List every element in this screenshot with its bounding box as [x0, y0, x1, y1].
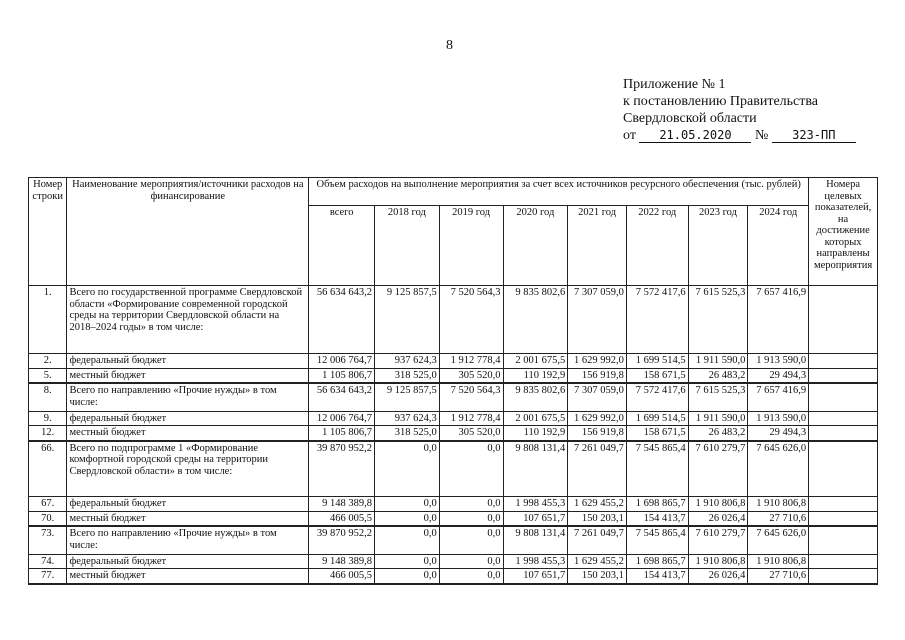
- value-cell: 26 026,4: [688, 511, 748, 526]
- header-year-2021: 2021 год: [568, 206, 627, 286]
- value-cell: 0,0: [439, 441, 503, 497]
- table-row: [29, 426, 878, 441]
- row-number-cell: 67.: [29, 497, 67, 512]
- table-row: [29, 497, 878, 512]
- decree-number: 323-ПП: [772, 128, 856, 143]
- value-cell: 7 657 416,9: [748, 383, 809, 411]
- value-cell: 9 808 131,4: [503, 526, 568, 554]
- value-cell: 1 998 455,3: [503, 497, 568, 512]
- value-cell: 39 870 952,2: [309, 526, 375, 554]
- value-cell: 1 629 455,2: [568, 497, 627, 512]
- header-year-2020: 2020 год: [503, 206, 568, 286]
- indicator-cell: [809, 569, 878, 584]
- table-row: [29, 526, 878, 554]
- value-cell: 26 026,4: [688, 569, 748, 584]
- value-cell: 1 910 806,8: [748, 554, 809, 569]
- row-number-cell: 9.: [29, 411, 67, 426]
- value-cell: 9 835 802,6: [503, 286, 568, 354]
- indicator-cell: [809, 411, 878, 426]
- value-cell: 158 671,5: [626, 368, 688, 383]
- row-name-cell: местный бюджет: [67, 569, 309, 584]
- value-cell: 1 699 514,5: [626, 354, 688, 369]
- value-cell: 1 910 806,8: [688, 554, 748, 569]
- value-cell: 937 624,3: [375, 411, 440, 426]
- value-cell: 7 307 059,0: [568, 383, 627, 411]
- value-cell: 7 645 626,0: [748, 526, 809, 554]
- date-prefix: от: [623, 128, 636, 143]
- value-cell: 1 105 806,7: [309, 426, 375, 441]
- value-cell: 7 261 049,7: [568, 526, 627, 554]
- appendix-line-decree: к постановлению Правительства: [623, 94, 819, 109]
- value-cell: 154 413,7: [626, 511, 688, 526]
- header-total: всего: [309, 206, 375, 286]
- value-cell: 466 005,5: [309, 569, 375, 584]
- header-row-number: Номер строки: [29, 178, 67, 286]
- table-row: [29, 441, 878, 497]
- value-cell: 9 125 857,5: [375, 383, 440, 411]
- header-volume: Объем расходов на выполнение мероприятия за счет всех источников ресурсного обеспечения (тыс. рублей): [309, 178, 809, 206]
- value-cell: 0,0: [375, 497, 440, 512]
- value-cell: 7 610 279,7: [688, 526, 748, 554]
- indicator-cell: [809, 368, 878, 383]
- value-cell: 0,0: [375, 569, 440, 584]
- indicator-cell: [809, 354, 878, 369]
- value-cell: 107 651,7: [503, 569, 568, 584]
- value-cell: 1 629 992,0: [568, 354, 627, 369]
- header-year-2019: 2019 год: [439, 206, 503, 286]
- table-row: [29, 569, 878, 584]
- value-cell: 1 913 590,0: [748, 411, 809, 426]
- value-cell: 0,0: [439, 511, 503, 526]
- header-year-2022: 2022 год: [626, 206, 688, 286]
- indicator-cell: [809, 383, 878, 411]
- value-cell: 1 105 806,7: [309, 368, 375, 383]
- appendix-line-region: Свердловской области: [623, 111, 757, 126]
- table-row: [29, 554, 878, 569]
- appendix-title: Приложение № 1: [623, 77, 726, 92]
- header-year-2024: 2024 год: [748, 206, 809, 286]
- value-cell: 1 699 514,5: [626, 411, 688, 426]
- value-cell: 305 520,0: [439, 368, 503, 383]
- value-cell: 7 520 564,3: [439, 286, 503, 354]
- row-number-cell: 66.: [29, 441, 67, 497]
- row-number-cell: 12.: [29, 426, 67, 441]
- value-cell: 26 483,2: [688, 426, 748, 441]
- row-name-cell: местный бюджет: [67, 368, 309, 383]
- table-body: [29, 286, 878, 584]
- header-indicators: Номера целевых показателей, на достижение которых направлены мероприятия: [809, 178, 878, 286]
- value-cell: 0,0: [439, 526, 503, 554]
- budget-table: [28, 177, 878, 585]
- value-cell: 7 572 417,6: [626, 286, 688, 354]
- value-cell: 27 710,6: [748, 569, 809, 584]
- value-cell: 318 525,0: [375, 426, 440, 441]
- row-number-cell: 5.: [29, 368, 67, 383]
- value-cell: 26 483,2: [688, 368, 748, 383]
- value-cell: 110 192,9: [503, 368, 568, 383]
- value-cell: 150 203,1: [568, 511, 627, 526]
- row-name-cell: местный бюджет: [67, 511, 309, 526]
- value-cell: 156 919,8: [568, 368, 627, 383]
- value-cell: 0,0: [439, 554, 503, 569]
- value-cell: 1 998 455,3: [503, 554, 568, 569]
- value-cell: 27 710,6: [748, 511, 809, 526]
- value-cell: 2 001 675,5: [503, 411, 568, 426]
- value-cell: 2 001 675,5: [503, 354, 568, 369]
- row-name-cell: Всего по подпрограмме 1 «Формирование комфортной городской среды на территории Свердловской области» в том числе:: [67, 441, 309, 497]
- value-cell: 29 494,3: [748, 368, 809, 383]
- value-cell: 9 148 389,8: [309, 554, 375, 569]
- value-cell: 305 520,0: [439, 426, 503, 441]
- value-cell: 1 913 590,0: [748, 354, 809, 369]
- value-cell: 7 657 416,9: [748, 286, 809, 354]
- number-prefix: №: [754, 128, 769, 143]
- value-cell: 158 671,5: [626, 426, 688, 441]
- row-name-cell: Всего по направлению «Прочие нужды» в том числе:: [67, 526, 309, 554]
- indicator-cell: [809, 497, 878, 512]
- row-name-cell: федеральный бюджет: [67, 497, 309, 512]
- table-row: [29, 354, 878, 369]
- row-name-cell: федеральный бюджет: [67, 354, 309, 369]
- header-year-2018: 2018 год: [375, 206, 440, 286]
- row-number-cell: 77.: [29, 569, 67, 584]
- value-cell: 0,0: [375, 526, 440, 554]
- value-cell: 12 006 764,7: [309, 354, 375, 369]
- value-cell: 7 645 626,0: [748, 441, 809, 497]
- value-cell: 318 525,0: [375, 368, 440, 383]
- value-cell: 937 624,3: [375, 354, 440, 369]
- header-name: Наименование мероприятия/источники расходов на финансирование: [67, 178, 309, 286]
- row-number-cell: 2.: [29, 354, 67, 369]
- value-cell: 7 307 059,0: [568, 286, 627, 354]
- value-cell: 9 148 389,8: [309, 497, 375, 512]
- value-cell: 150 203,1: [568, 569, 627, 584]
- value-cell: 7 545 865,4: [626, 441, 688, 497]
- row-name-cell: федеральный бюджет: [67, 554, 309, 569]
- value-cell: 1 910 806,8: [688, 497, 748, 512]
- row-name-cell: Всего по государственной программе Свердловской области «Формирование современной городской среды на территории Свердловской области на 2018–2024 годы» в том числе:: [67, 286, 309, 354]
- table-row: [29, 383, 878, 411]
- value-cell: 1 629 455,2: [568, 554, 627, 569]
- value-cell: 56 634 643,2: [309, 383, 375, 411]
- row-number-cell: 8.: [29, 383, 67, 411]
- value-cell: 1 629 992,0: [568, 411, 627, 426]
- value-cell: 7 615 525,3: [688, 383, 748, 411]
- row-number-cell: 70.: [29, 511, 67, 526]
- page-number: 8: [446, 38, 453, 53]
- row-number-cell: 1.: [29, 286, 67, 354]
- indicator-cell: [809, 426, 878, 441]
- indicator-cell: [809, 286, 878, 354]
- value-cell: 56 634 643,2: [309, 286, 375, 354]
- header-year-2023: 2023 год: [688, 206, 748, 286]
- value-cell: 0,0: [375, 511, 440, 526]
- value-cell: 7 545 865,4: [626, 526, 688, 554]
- value-cell: 0,0: [375, 554, 440, 569]
- value-cell: 156 919,8: [568, 426, 627, 441]
- value-cell: 1 698 865,7: [626, 497, 688, 512]
- appendix-date-number-line: [623, 127, 856, 144]
- value-cell: 107 651,7: [503, 511, 568, 526]
- value-cell: 7 261 049,7: [568, 441, 627, 497]
- row-name-cell: местный бюджет: [67, 426, 309, 441]
- value-cell: 9 125 857,5: [375, 286, 440, 354]
- value-cell: 0,0: [375, 441, 440, 497]
- value-cell: 7 572 417,6: [626, 383, 688, 411]
- value-cell: 7 615 525,3: [688, 286, 748, 354]
- value-cell: 9 808 131,4: [503, 441, 568, 497]
- table-row: [29, 286, 878, 354]
- value-cell: 7 610 279,7: [688, 441, 748, 497]
- indicator-cell: [809, 441, 878, 497]
- indicator-cell: [809, 554, 878, 569]
- value-cell: 9 835 802,6: [503, 383, 568, 411]
- value-cell: 0,0: [439, 497, 503, 512]
- indicator-cell: [809, 511, 878, 526]
- value-cell: 110 192,9: [503, 426, 568, 441]
- appendix-header: [623, 76, 856, 144]
- value-cell: 29 494,3: [748, 426, 809, 441]
- decree-date: 21.05.2020: [639, 128, 751, 143]
- table-row: [29, 411, 878, 426]
- table-row: [29, 368, 878, 383]
- value-cell: 0,0: [439, 569, 503, 584]
- value-cell: 12 006 764,7: [309, 411, 375, 426]
- row-name-cell: федеральный бюджет: [67, 411, 309, 426]
- value-cell: 466 005,5: [309, 511, 375, 526]
- value-cell: 7 520 564,3: [439, 383, 503, 411]
- value-cell: 1 912 778,4: [439, 411, 503, 426]
- row-name-cell: Всего по направлению «Прочие нужды» в том числе:: [67, 383, 309, 411]
- value-cell: 1 698 865,7: [626, 554, 688, 569]
- value-cell: 154 413,7: [626, 569, 688, 584]
- value-cell: 1 912 778,4: [439, 354, 503, 369]
- row-number-cell: 73.: [29, 526, 67, 554]
- value-cell: 1 911 590,0: [688, 354, 748, 369]
- value-cell: 1 910 806,8: [748, 497, 809, 512]
- value-cell: 39 870 952,2: [309, 441, 375, 497]
- indicator-cell: [809, 526, 878, 554]
- table-row: [29, 511, 878, 526]
- value-cell: 1 911 590,0: [688, 411, 748, 426]
- row-number-cell: 74.: [29, 554, 67, 569]
